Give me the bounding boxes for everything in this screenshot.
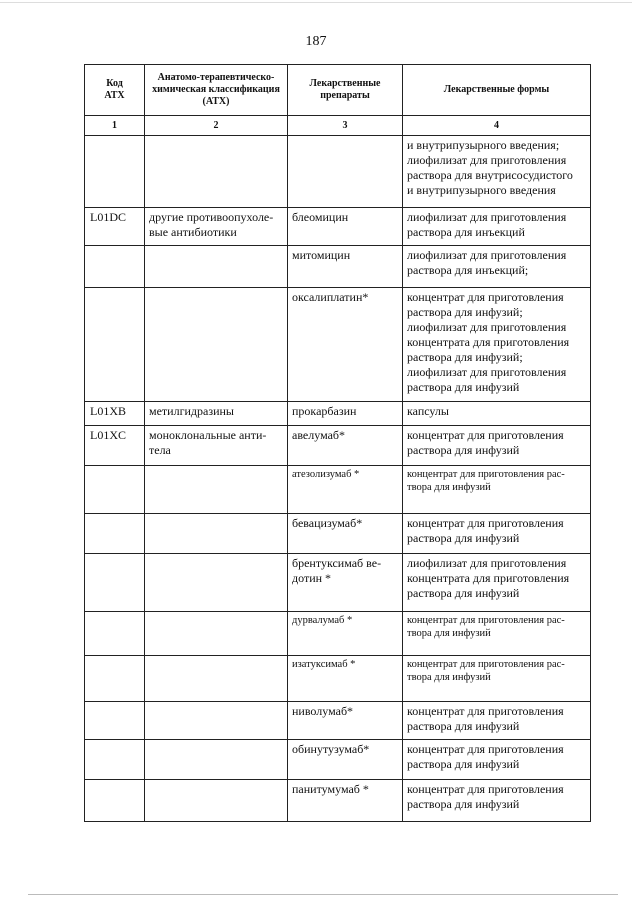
- atc-classification-cell: [145, 136, 288, 208]
- atc-code-cell: [85, 246, 145, 288]
- header-classification: Анатомо-терапевтическо- химическая классификация (АТХ): [145, 65, 288, 116]
- dosage-form-cell: концентрат для приготовления раствора для инфузий: [403, 780, 591, 822]
- drug-name-cell: прокарбазин: [288, 402, 403, 426]
- drug-name-cell: дурвалумаб *: [288, 612, 403, 656]
- atc-code-cell: [85, 702, 145, 740]
- dosage-form-cell: концентрат для приготовления раствора для инфузий: [403, 702, 591, 740]
- atc-classification-cell: [145, 246, 288, 288]
- table-row: [85, 514, 591, 554]
- drug-name-cell: оксалиплатин*: [288, 288, 403, 402]
- atc-code-cell: [85, 554, 145, 612]
- dosage-form-cell: лиофилизат для приготовления концентрата для приготовления раствора для инфузий: [403, 554, 591, 612]
- atc-classification-cell: [145, 702, 288, 740]
- dosage-form-cell: лиофилизат для приготовления раствора для инъекций;: [403, 246, 591, 288]
- atc-classification-cell: [145, 656, 288, 702]
- dosage-form-cell: концентрат для приготовления раствора для инфузий: [403, 740, 591, 780]
- atc-code-cell: L01DC: [85, 208, 145, 246]
- drug-name-cell: авелумаб*: [288, 426, 403, 466]
- dosage-form-cell: концентрат для приготовления рас- твора для инфузий: [403, 612, 591, 656]
- table-row: [85, 402, 591, 426]
- atc-classification-cell: другие противоопухоле- вые антибиотики: [145, 208, 288, 246]
- dosage-form-cell: концентрат для приготовления рас- твора для инфузий: [403, 656, 591, 702]
- atc-classification-cell: моноклональные анти- тела: [145, 426, 288, 466]
- drug-name-cell: блеомицин: [288, 208, 403, 246]
- column-number: 1: [85, 116, 145, 136]
- table-row: [85, 780, 591, 822]
- atc-classification-cell: [145, 288, 288, 402]
- atc-classification-cell: [145, 780, 288, 822]
- table-row: [85, 656, 591, 702]
- page-number: 187: [305, 34, 327, 49]
- atc-code-cell: L01XC: [85, 426, 145, 466]
- dosage-form-cell: концентрат для приготовления рас- твора для инфузий: [403, 466, 591, 514]
- drug-classification-table: [84, 64, 591, 822]
- atc-code-cell: [85, 740, 145, 780]
- drug-name-cell: атезолизумаб *: [288, 466, 403, 514]
- table-row: [85, 554, 591, 612]
- top-edge-line: [0, 2, 632, 3]
- table-row: [85, 136, 591, 208]
- atc-classification-cell: [145, 466, 288, 514]
- atc-classification-cell: [145, 612, 288, 656]
- drug-name-cell: ниволумаб*: [288, 702, 403, 740]
- dosage-form-cell: лиофилизат для приготовления раствора для инъекций: [403, 208, 591, 246]
- dosage-form-cell: капсулы: [403, 402, 591, 426]
- dosage-form-cell: и внутрипузырного введения; лиофилизат для приготовления раствора для внутрисосудистого и внутрипузырного введения: [403, 136, 591, 208]
- header-code: Код АТХ: [85, 65, 145, 116]
- dosage-form-cell: концентрат для приготовления раствора для инфузий; лиофилизат для приготовления концентрата для приготовления раствора для инфузий; лиофилизат для приготовления раствора для инфузий: [403, 288, 591, 402]
- table-row: [85, 426, 591, 466]
- atc-classification-cell: [145, 554, 288, 612]
- column-number-row: [85, 116, 591, 136]
- atc-classification-cell: [145, 740, 288, 780]
- table-row: [85, 612, 591, 656]
- atc-code-cell: [85, 514, 145, 554]
- atc-code-cell: L01XB: [85, 402, 145, 426]
- drug-name-cell: [288, 136, 403, 208]
- drug-name-cell: митомицин: [288, 246, 403, 288]
- table-row: [85, 702, 591, 740]
- atc-code-cell: [85, 612, 145, 656]
- table-body: [85, 136, 591, 822]
- drug-name-cell: брентуксимаб ве- дотин *: [288, 554, 403, 612]
- atc-code-cell: [85, 656, 145, 702]
- drug-name-cell: обинутузумаб*: [288, 740, 403, 780]
- atc-code-cell: [85, 136, 145, 208]
- table-row: [85, 246, 591, 288]
- drug-name-cell: изатуксимаб *: [288, 656, 403, 702]
- bottom-edge-line: [28, 894, 618, 895]
- table-row: [85, 288, 591, 402]
- column-number: 3: [288, 116, 403, 136]
- drug-name-cell: панитумумаб *: [288, 780, 403, 822]
- header-row: [85, 65, 591, 116]
- header-forms: Лекарственные формы: [403, 65, 591, 116]
- table-row: [85, 740, 591, 780]
- dosage-form-cell: концентрат для приготовления раствора для инфузий: [403, 514, 591, 554]
- atc-code-cell: [85, 780, 145, 822]
- column-number: 4: [403, 116, 591, 136]
- column-number: 2: [145, 116, 288, 136]
- dosage-form-cell: концентрат для приготовления раствора для инфузий: [403, 426, 591, 466]
- atc-classification-cell: [145, 514, 288, 554]
- table-row: [85, 208, 591, 246]
- drug-name-cell: бевацизумаб*: [288, 514, 403, 554]
- header-drugs: Лекарственные препараты: [288, 65, 403, 116]
- atc-code-cell: [85, 466, 145, 514]
- table-row: [85, 466, 591, 514]
- atc-code-cell: [85, 288, 145, 402]
- atc-classification-cell: метилгидразины: [145, 402, 288, 426]
